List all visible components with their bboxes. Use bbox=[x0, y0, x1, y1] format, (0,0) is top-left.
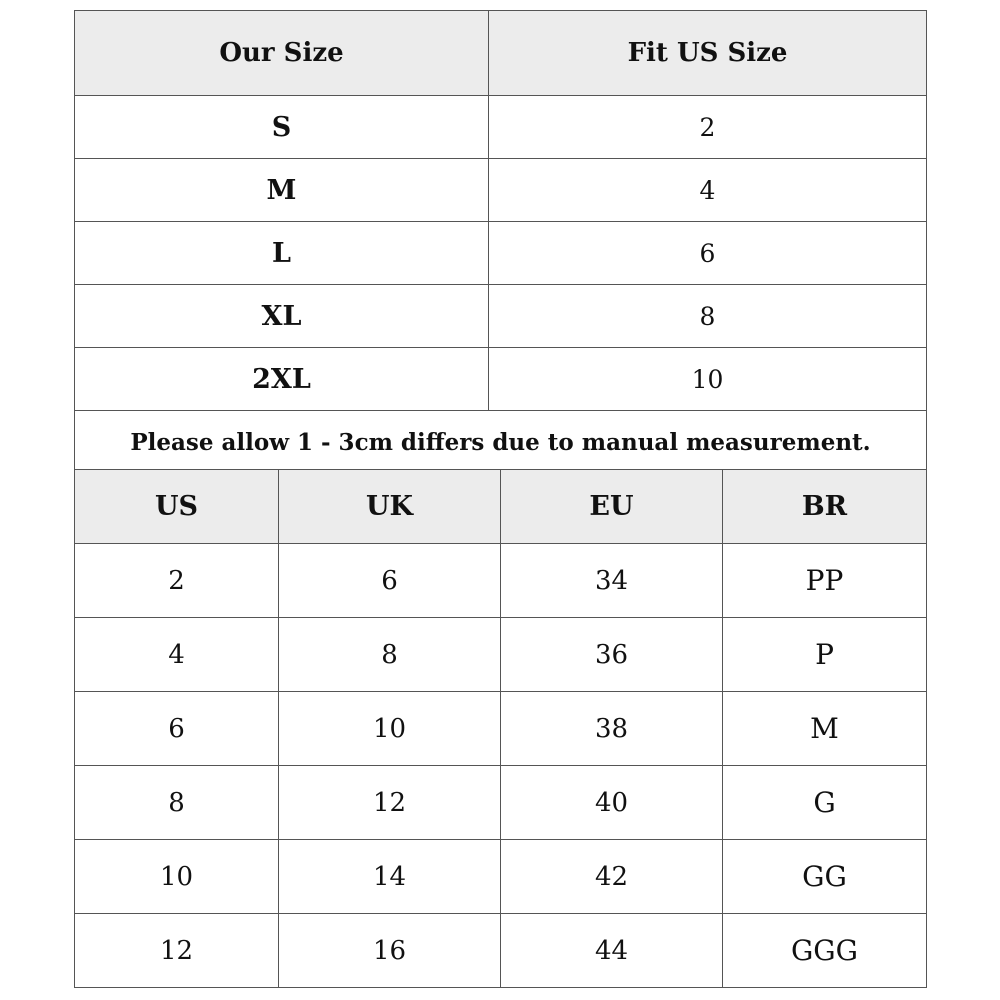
table-row bbox=[75, 766, 927, 840]
uk-cell: 16 bbox=[279, 914, 501, 988]
table-row bbox=[75, 348, 927, 411]
us-cell: 4 bbox=[75, 618, 279, 692]
us-cell: 10 bbox=[75, 840, 279, 914]
br-cell: PP bbox=[723, 544, 927, 618]
uk-cell: 14 bbox=[279, 840, 501, 914]
us-cell: 8 bbox=[75, 766, 279, 840]
table-row bbox=[75, 222, 927, 285]
br-cell: G bbox=[723, 766, 927, 840]
header-fit-us-size: Fit US Size bbox=[489, 11, 927, 96]
our-size-cell: S bbox=[75, 96, 489, 159]
uk-cell: 6 bbox=[279, 544, 501, 618]
eu-cell: 44 bbox=[501, 914, 723, 988]
uk-cell: 8 bbox=[279, 618, 501, 692]
eu-cell: 38 bbox=[501, 692, 723, 766]
table-row bbox=[75, 96, 927, 159]
br-cell: GG bbox=[723, 840, 927, 914]
uk-cell: 10 bbox=[279, 692, 501, 766]
br-cell: P bbox=[723, 618, 927, 692]
table-header-row bbox=[75, 11, 927, 96]
our-size-cell: 2XL bbox=[75, 348, 489, 411]
header-uk: UK bbox=[279, 470, 501, 544]
fit-us-size-cell: 10 bbox=[489, 348, 927, 411]
table-row bbox=[75, 159, 927, 222]
our-size-cell: L bbox=[75, 222, 489, 285]
table-row bbox=[75, 618, 927, 692]
fit-us-size-cell: 6 bbox=[489, 222, 927, 285]
table-row bbox=[75, 692, 927, 766]
table-row bbox=[75, 840, 927, 914]
uk-cell: 12 bbox=[279, 766, 501, 840]
our-size-table bbox=[74, 10, 927, 474]
fit-us-size-cell: 2 bbox=[489, 96, 927, 159]
fit-us-size-cell: 8 bbox=[489, 285, 927, 348]
measurement-note: Please allow 1 - 3cm differs due to manual measurement. bbox=[75, 411, 927, 474]
eu-cell: 36 bbox=[501, 618, 723, 692]
eu-cell: 42 bbox=[501, 840, 723, 914]
table-row bbox=[75, 544, 927, 618]
us-cell: 6 bbox=[75, 692, 279, 766]
br-cell: M bbox=[723, 692, 927, 766]
fit-us-size-cell: 4 bbox=[489, 159, 927, 222]
table-row bbox=[75, 285, 927, 348]
our-size-cell: M bbox=[75, 159, 489, 222]
us-cell: 12 bbox=[75, 914, 279, 988]
header-br: BR bbox=[723, 470, 927, 544]
table-row bbox=[75, 914, 927, 988]
header-us: US bbox=[75, 470, 279, 544]
header-eu: EU bbox=[501, 470, 723, 544]
our-size-cell: XL bbox=[75, 285, 489, 348]
us-cell: 2 bbox=[75, 544, 279, 618]
eu-cell: 34 bbox=[501, 544, 723, 618]
eu-cell: 40 bbox=[501, 766, 723, 840]
size-conversion-table bbox=[74, 469, 927, 988]
table-header-row bbox=[75, 470, 927, 544]
header-our-size: Our Size bbox=[75, 11, 489, 96]
note-row bbox=[75, 411, 927, 474]
br-cell: GGG bbox=[723, 914, 927, 988]
